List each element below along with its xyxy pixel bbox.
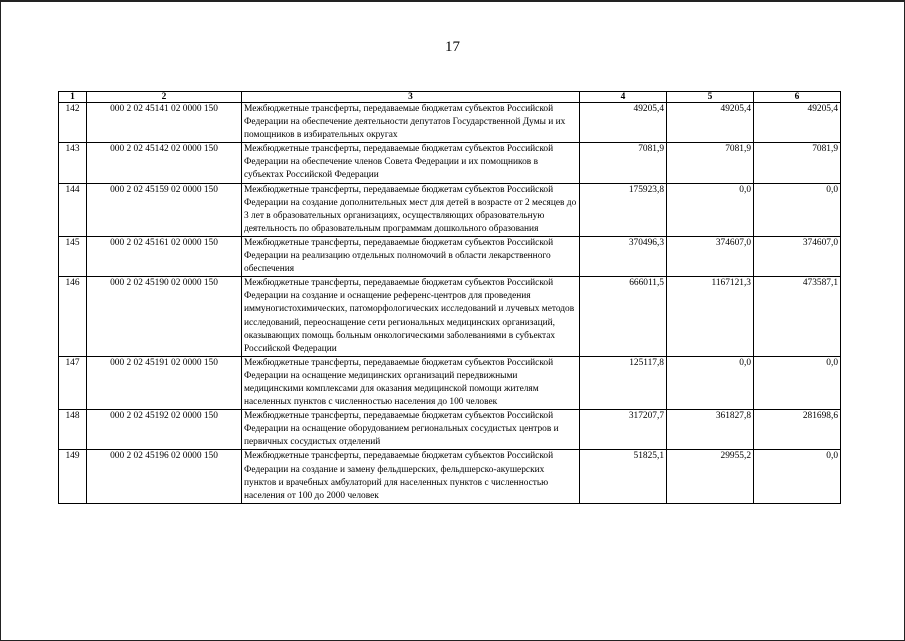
table-header-row [59, 92, 841, 103]
amount-col6: 49205,4 [754, 103, 841, 143]
table-row [59, 143, 841, 183]
budget-code: 000 2 02 45196 02 0000 150 [87, 450, 242, 503]
amount-col4: 370496,3 [580, 236, 667, 276]
row-description: Межбюджетные трансферты, передаваемые бюджетам субъектов Российской Федерации на оснащение оборудованием региональных сосудистых центров и первичных сосудистых отделений [242, 410, 580, 450]
amount-col5: 1167121,3 [667, 277, 754, 357]
row-number: 142 [59, 103, 87, 143]
amount-col5: 7081,9 [667, 143, 754, 183]
row-description: Межбюджетные трансферты, передаваемые бюджетам субъектов Российской Федерации на создание и замену фельдшерских, фельдшерско-акушерских пунктов и врачебных амбулаторий для населенных пунктов с численностью населения от 100 до 2000 человек [242, 450, 580, 503]
row-description: Межбюджетные трансферты, передаваемые бюджетам субъектов Российской Федерации на реализацию отдельных полномочий в области лекарственного обеспечения [242, 236, 580, 276]
amount-col6: 0,0 [754, 356, 841, 409]
amount-col6: 281698,6 [754, 410, 841, 450]
amount-col5: 29955,2 [667, 450, 754, 503]
amount-col4: 51825,1 [580, 450, 667, 503]
amount-col5: 0,0 [667, 183, 754, 236]
table-row [59, 277, 841, 357]
amount-col5: 374607,0 [667, 236, 754, 276]
amount-col4: 666011,5 [580, 277, 667, 357]
amount-col4: 175923,8 [580, 183, 667, 236]
page-number: 17 [445, 39, 460, 55]
amount-col4: 7081,9 [580, 143, 667, 183]
budget-code: 000 2 02 45161 02 0000 150 [87, 236, 242, 276]
amount-col5: 0,0 [667, 356, 754, 409]
column-header: 3 [242, 92, 580, 103]
amount-col6: 0,0 [754, 183, 841, 236]
row-number: 147 [59, 356, 87, 409]
column-header: 1 [59, 92, 87, 103]
budget-code: 000 2 02 45192 02 0000 150 [87, 410, 242, 450]
amount-col6: 374607,0 [754, 236, 841, 276]
column-header: 2 [87, 92, 242, 103]
amount-col5: 49205,4 [667, 103, 754, 143]
table-row [59, 183, 841, 236]
row-number: 143 [59, 143, 87, 183]
budget-table [58, 91, 841, 504]
row-description: Межбюджетные трансферты, передаваемые бюджетам субъектов Российской Федерации на создание и оснащение референс-центров для проведения иммуногистохимических, патоморфологических исследований и лучевых методов исследований, переоснащение сети региональных медицинских организаций, оказывающих помощь больным онкологическими заболеваниями в субъектах Российской Федерации [242, 277, 580, 357]
table-row [59, 236, 841, 276]
budget-code: 000 2 02 45191 02 0000 150 [87, 356, 242, 409]
amount-col6: 7081,9 [754, 143, 841, 183]
budget-code: 000 2 02 45142 02 0000 150 [87, 143, 242, 183]
amount-col6: 473587,1 [754, 277, 841, 357]
table-row [59, 410, 841, 450]
row-number: 144 [59, 183, 87, 236]
budget-code: 000 2 02 45159 02 0000 150 [87, 183, 242, 236]
amount-col6: 0,0 [754, 450, 841, 503]
column-header: 5 [667, 92, 754, 103]
row-number: 148 [59, 410, 87, 450]
row-number: 145 [59, 236, 87, 276]
row-description: Межбюджетные трансферты, передаваемые бюджетам субъектов Российской Федерации на обеспечение членов Совета Федерации и их помощников в субъектах Российской Федерации [242, 143, 580, 183]
column-header: 4 [580, 92, 667, 103]
row-description: Межбюджетные трансферты, передаваемые бюджетам субъектов Российской Федерации на обеспечение деятельности депутатов Государственной Думы и их помощников в избирательных округах [242, 103, 580, 143]
table-row [59, 450, 841, 503]
amount-col4: 125117,8 [580, 356, 667, 409]
row-number: 149 [59, 450, 87, 503]
row-number: 146 [59, 277, 87, 357]
column-header: 6 [754, 92, 841, 103]
amount-col4: 49205,4 [580, 103, 667, 143]
budget-code: 000 2 02 45190 02 0000 150 [87, 277, 242, 357]
amount-col4: 317207,7 [580, 410, 667, 450]
row-description: Межбюджетные трансферты, передаваемые бюджетам субъектов Российской Федерации на оснащение медицинских организаций передвижными медицинскими комплексами для оказания медицинской помощи жителям населенных пунктов с численностью населения до 100 человек [242, 356, 580, 409]
table-row [59, 356, 841, 409]
row-description: Межбюджетные трансферты, передаваемые бюджетам субъектов Российской Федерации на создание дополнительных мест для детей в возрасте от 2 месяцев до 3 лет в образовательных организациях, осуществляющих образовательную деятельность по образовательным программам дошкольного образования [242, 183, 580, 236]
table-row [59, 103, 841, 143]
amount-col5: 361827,8 [667, 410, 754, 450]
budget-code: 000 2 02 45141 02 0000 150 [87, 103, 242, 143]
